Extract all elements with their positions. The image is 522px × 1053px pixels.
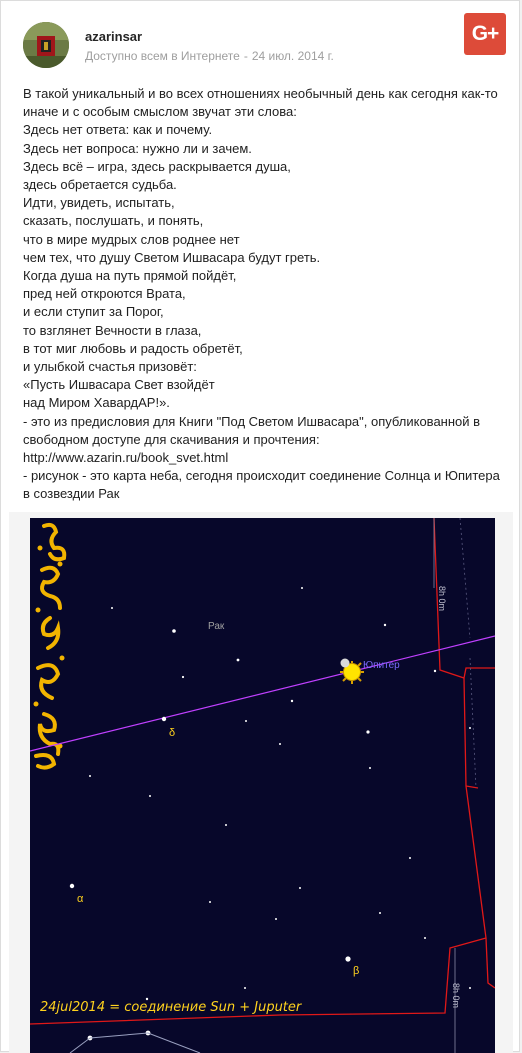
poem-line: то взглянет Вечности в глаза, — [23, 322, 202, 338]
post-meta — [85, 49, 334, 63]
constellation-boundaries — [30, 518, 495, 1024]
poem-line: в тот миг любовь и радость обретёт, — [23, 340, 243, 356]
star-label-alpha: α — [77, 893, 84, 905]
ra-boundary-dashes — [460, 518, 476, 788]
book-link[interactable]: http://www.azarin.ru/book_svet.html — [23, 450, 229, 466]
star-label-beta: β — [353, 965, 360, 977]
poem-line: пред ней откроются Врата, — [23, 286, 186, 302]
star-label-delta: δ — [169, 727, 176, 739]
visibility-label: Доступно всем в Интернете — [85, 49, 240, 63]
planet-label: Юпитер — [363, 660, 400, 671]
poem-line: Здесь нет ответа: как и почему. — [23, 122, 213, 138]
post-intro: В такой уникальный и во всех отношениях необычный день как сегодня как-то иначе и с особым смыслом звучат эти слова: — [23, 86, 498, 120]
ra-label-top: 8h 0m — [437, 586, 447, 612]
poem-line: и улыбкой счастья призовёт: — [23, 359, 197, 375]
image-note: - рисунок - это карта неба, сегодня происходит соединение Солнца и Юпитера в созвездии Рак — [23, 468, 500, 502]
poem-line: сказать, послушать, и понять, — [23, 213, 204, 229]
poem-line: и если ступит за Порог, — [23, 304, 164, 320]
source-note: - это из предисловия для Книги "Под Светом Ишвасара", опубликованной в свободном доступе для скачивания и прочтения: — [23, 413, 481, 447]
poem-line: что в мире мудрых слов роднее нет — [23, 231, 240, 247]
post-date[interactable]: 24 июл. 2014 г. — [251, 49, 334, 63]
author-name[interactable]: azarinsar — [85, 29, 143, 44]
poem-line: Здесь нет вопроса: нужно ли и зачем. — [23, 140, 252, 156]
ra-label-bottom: 8h 0m — [451, 983, 461, 1009]
poem-line: Когда душа на путь прямой пойдёт, — [23, 268, 237, 284]
author-avatar[interactable] — [23, 22, 69, 68]
poem-line: над Миром ХавардАР!». — [23, 395, 170, 411]
sun-jupiter-conjunction — [340, 659, 364, 685]
poem-line: Здесь всё – игра, здесь раскрывается душа, — [23, 158, 291, 174]
poem-line: здесь обретается судьба. — [23, 177, 177, 193]
google-plus-share-button[interactable] — [464, 13, 506, 55]
stars — [70, 587, 471, 1040]
sky-map-svg — [30, 518, 495, 1053]
ornament-graphic — [36, 525, 64, 768]
map-caption: 24jul2014 = соединение Sun + Juputer — [40, 1000, 302, 1015]
post-body — [23, 85, 507, 504]
poem-line: Идти, увидеть, испытать, — [23, 195, 175, 211]
google-plus-icon: G+ — [471, 22, 499, 45]
poem-line: чем тех, что душу Светом Ишвасара будут греть. — [23, 249, 321, 265]
avatar-image — [23, 22, 69, 68]
poem-line: «Пусть Ишвасара Свет взойдёт — [23, 377, 215, 393]
ecliptic-line — [30, 636, 495, 751]
sky-map-image[interactable] — [30, 518, 495, 1053]
constellation-label: Рак — [208, 621, 225, 632]
meta-separator: - — [243, 49, 248, 63]
